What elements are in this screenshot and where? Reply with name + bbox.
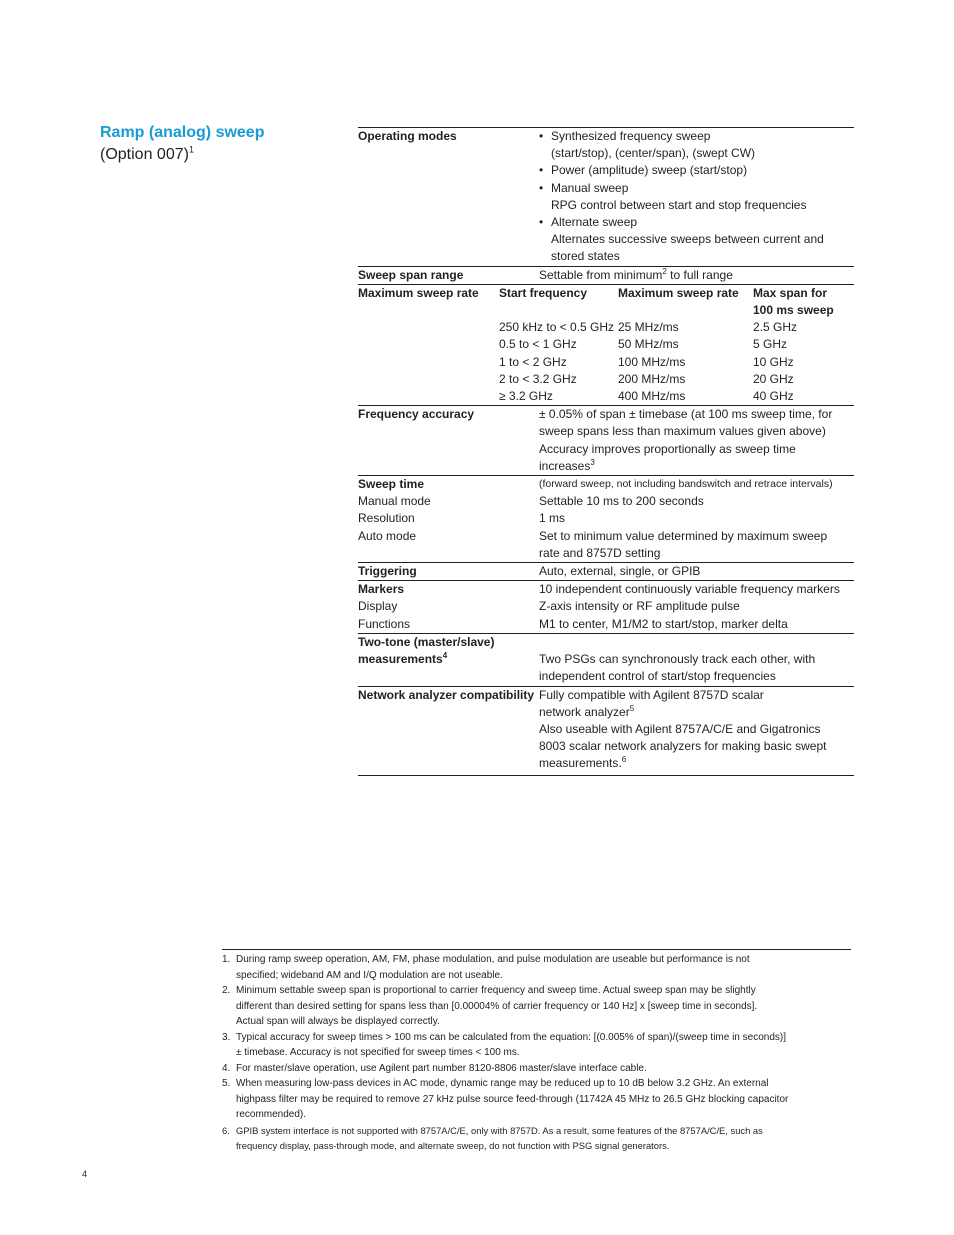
spec-value: M1 to center, M1/M2 to start/stop, marker delta (539, 616, 788, 631)
spec-row-triggering (358, 562, 854, 580)
spec-label: Frequency accuracy (358, 407, 475, 422)
spec-label: Markers (358, 582, 405, 597)
table-row: 2 to < 3.2 GHz 200 MHz/ms 20 GHz (499, 371, 794, 386)
spec-row-network-analyzer (358, 686, 854, 776)
spec-row-markers (358, 580, 854, 633)
table-row: ≥ 3.2 GHz 400 MHz/ms 40 GHz (499, 389, 794, 404)
footnote-ref: 3 (590, 457, 595, 467)
list-item: • Synthesized frequency sweep (start/stop), (center/span), (swept CW) (539, 129, 756, 161)
spec-label: Network analyzer compatibility (358, 687, 535, 702)
list-item: • Power (amplitude) sweep (start/stop) (539, 163, 748, 178)
footnote: 1. During ramp sweep operation, AM, FM, phase modulation, and pulse modulation are useable but performance is not specified; wideband AM and I/Q modulation are not useable. (222, 954, 750, 981)
spec-sublabel: Manual mode (358, 494, 431, 509)
footnote-ref: 4 (442, 651, 448, 661)
spec-value: Z-axis intensity or RF amplitude pulse (539, 599, 740, 614)
spec-value: Set to minimum value determined by maximum sweep rate and 8757D setting (539, 528, 828, 560)
footnote-ref: 2 (662, 266, 667, 276)
section-title (100, 122, 264, 166)
spec-sublabel: Display (358, 599, 398, 614)
section-heading: Ramp (analog) sweep (100, 124, 265, 141)
spec-value: Two PSGs can synchronously track each other, with independent control of start/stop frequencies (539, 652, 816, 684)
spec-row-sweep-time (358, 475, 854, 562)
column-header: Max span for 100 ms sweep (753, 285, 834, 318)
spec-sublabel: Functions (358, 616, 411, 631)
spec-value (539, 128, 854, 266)
spec-label: Maximum sweep rate (358, 285, 479, 300)
footnote: 4. For master/slave operation, use Agilent part number 8120-8806 master/slave interface cable. (222, 1062, 647, 1074)
spec-value: ± 0.05% of span ± timebase (at 100 ms sweep time, for sweep spans less than maximum values given above) Accuracy improves proportionally as sweep time increases$^3$ (539, 407, 833, 473)
spec-value: Fully compatible with Agilent 8757D scalar network analyzer$^5$ Also useable with Agilent 8757A/C/E and Gigatronics 8003 scalar network analyzers for making basic swept measurements.$^6$ (539, 687, 827, 771)
footnote-ref: 5 (629, 703, 635, 713)
list-item: • Manual sweep RPG control between start and stop frequencies (539, 180, 807, 212)
table-row: 250 kHz to < 0.5 GHz 25 MHz/ms 2.5 GHz (499, 320, 798, 335)
footnote-ref: 1 (188, 144, 194, 155)
spec-value: 1 ms (539, 511, 566, 526)
footnote: 2. Minimum settable sweep span is proportional to carrier frequency and sweep time. Actual sweep span may be slightly different than desired setting for spans less than [0.00004% of carrier frequency or 140 Hz] x [sweep time in seconds]. Actual span will always be displayed correctly. (222, 985, 758, 1027)
spec-value: Settable from minimum$^2$ to full range (539, 266, 733, 282)
spec-label: Operating modes (358, 129, 457, 143)
rate-header (358, 285, 854, 319)
spec-label: Sweep time (358, 477, 425, 492)
list-item: • Alternate sweep Alternates successive sweeps between current and stored states (539, 215, 824, 264)
footnote: 5. When measuring low-pass devices in AC mode, dynamic range may be reduced up to 10 dB below 3.2 GHz. An external highpass filter may be required to remove 27 kHz pulse source feed-through (11742A 45 MHz to 26.5 GHz blocking capacitor recommended). (222, 1078, 789, 1120)
table-row: 1 to < 2 GHz 100 MHz/ms 10 GHz (499, 354, 794, 369)
spec-value: (forward sweep, not including bandswitch and retrace intervals) (539, 478, 833, 491)
spec-row-frequency-accuracy (358, 405, 854, 475)
column-header: Maximum sweep rate (618, 285, 739, 300)
spec-row-two-tone (358, 633, 854, 686)
spec-row-sweep-span (358, 266, 854, 284)
spec-row-operating-modes (358, 127, 854, 266)
spec-value: Settable 10 ms to 200 seconds (539, 494, 704, 509)
spec-row-max-sweep-rate (358, 284, 854, 405)
footnote: 6. GPIB system interface is not supported with 8757A/C/E, only with 8757D. As a result, some features of the 8757A/C/E, such as frequency display, pass-through mode, and alternate sweep, do not function with PSG signal generators. (222, 1124, 763, 1151)
spec-sublabel: Auto mode (358, 528, 417, 543)
footnote: 3. Typical accuracy for sweep times > 100 ms can be calculated from the equation: [(0.005% of span)/(sweep time in seconds)] ± timebase. Accuracy is not specified for sweep times < 100 ms. (222, 1031, 786, 1058)
spec-label: Two-tone (master/slave) measurements$^4$ (358, 634, 495, 667)
footnote-ref: 6 (621, 755, 627, 765)
spec-value: 10 independent continuously variable frequency markers (539, 582, 840, 597)
spec-sublabel: Resolution (358, 511, 415, 526)
spec-table (358, 127, 854, 776)
footnotes (222, 952, 852, 1154)
column-header: Start frequency (499, 285, 588, 300)
spec-value: Auto, external, single, or GPIB (539, 564, 701, 579)
section-subheading: (Option 007)$^1$ (100, 144, 194, 163)
page-number: 4 (82, 1169, 88, 1179)
footnote-divider (222, 949, 851, 950)
spec-label: Triggering (358, 564, 417, 579)
spec-label: Sweep span range (358, 267, 464, 282)
table-row: 0.5 to < 1 GHz 50 MHz/ms 5 GHz (499, 337, 788, 352)
